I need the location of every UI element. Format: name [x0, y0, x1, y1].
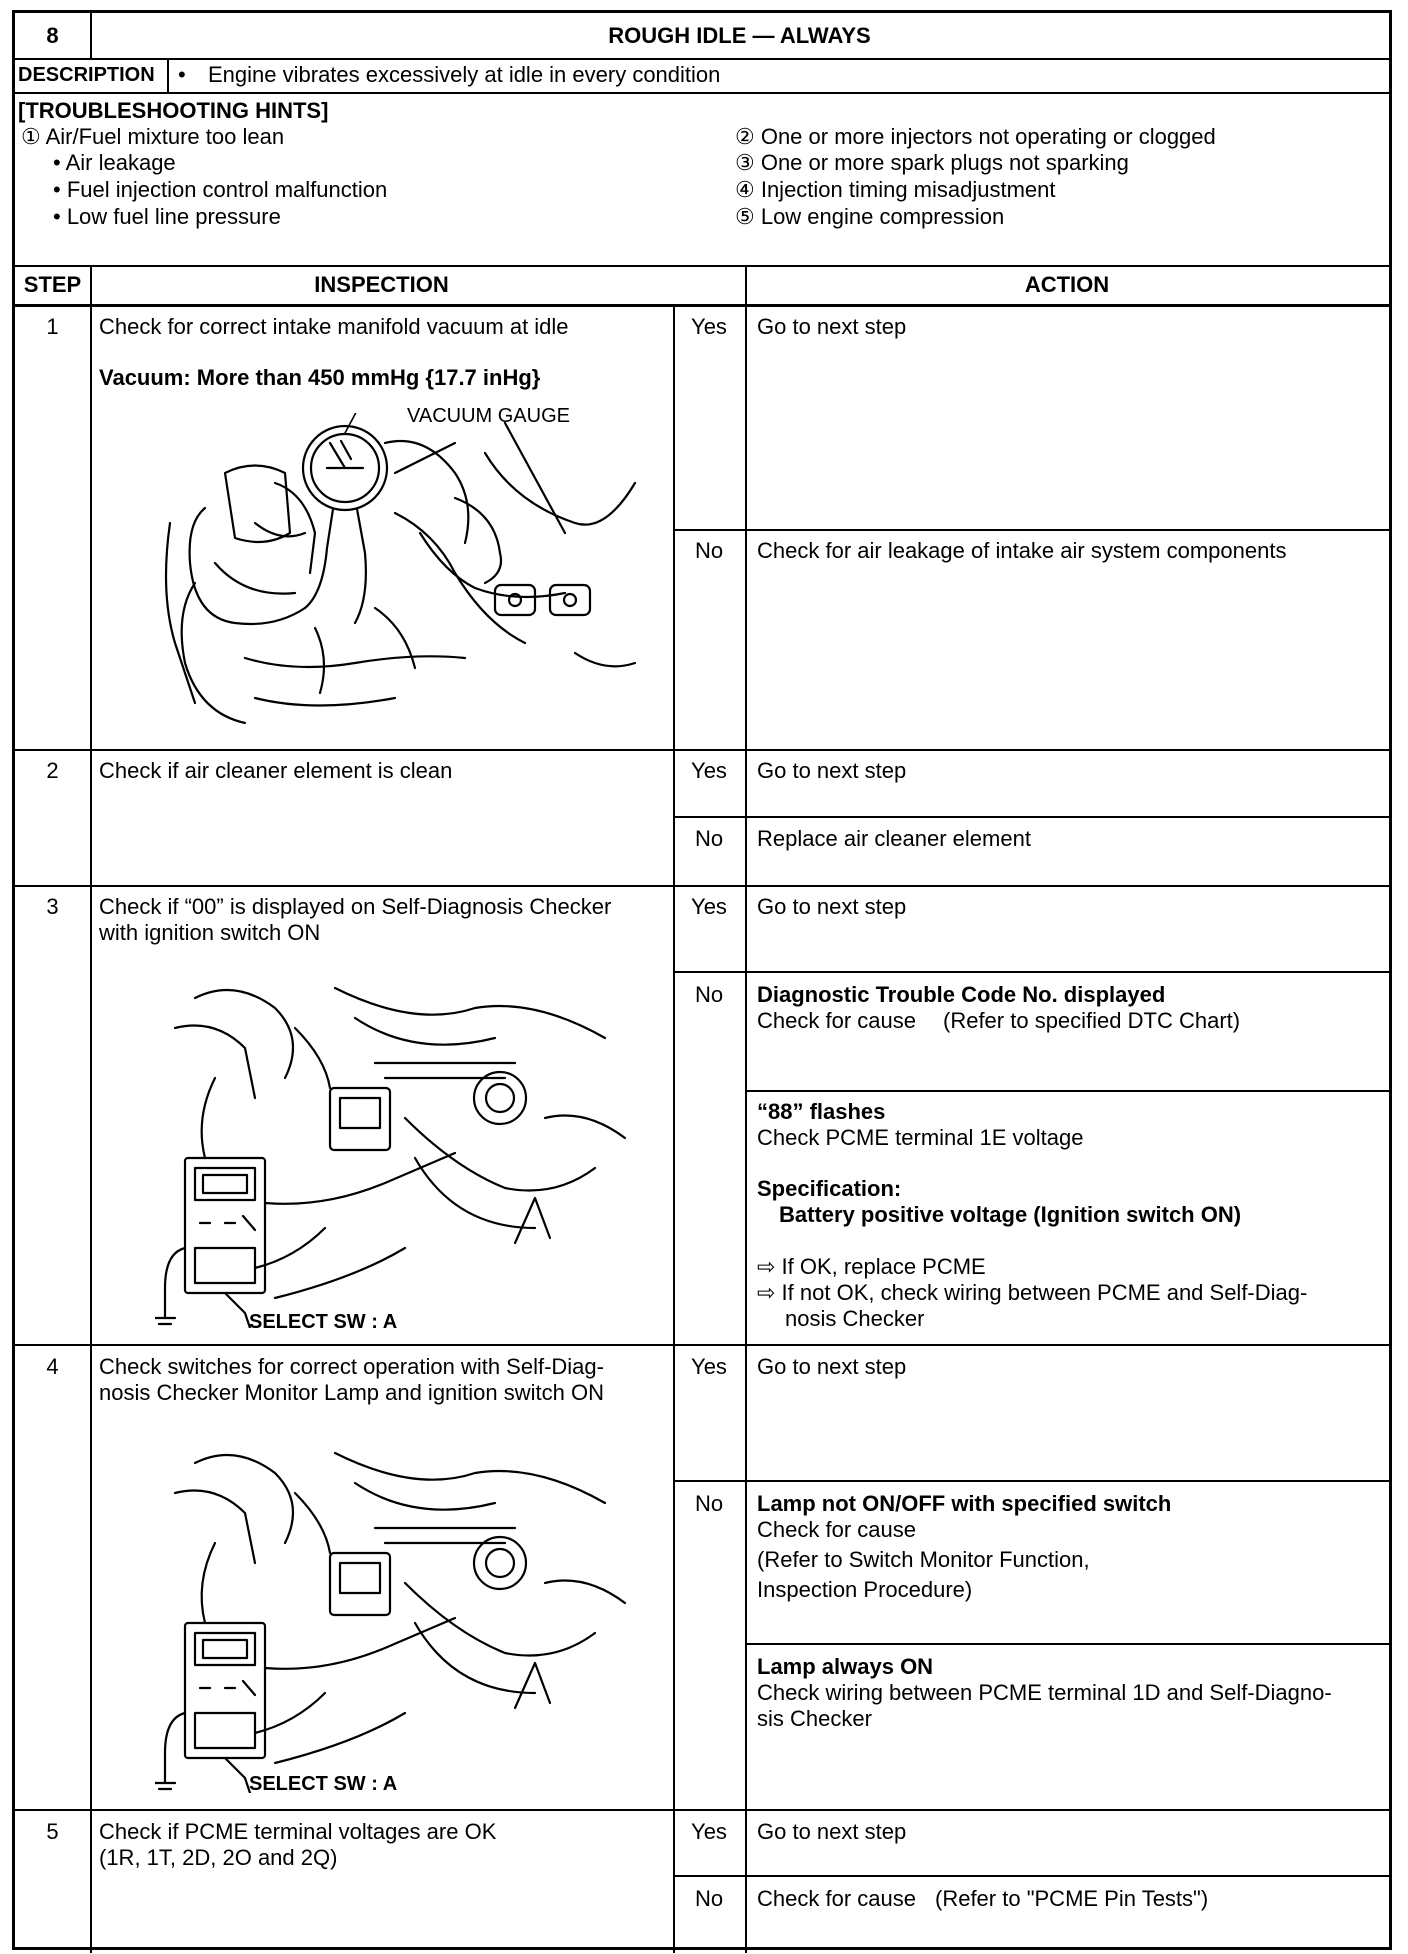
step-3-no-a-lead: Check for cause	[757, 1008, 916, 1033]
step-3-checker-illustration	[155, 968, 655, 1328]
step-3-yes: Yes	[691, 894, 727, 919]
step-2-number: 2	[46, 758, 59, 783]
step-1-inspection: Check for correct intake manifold vacuum at idle	[99, 314, 569, 339]
step-4-no-b-line-2: sis Checker	[757, 1706, 872, 1731]
step-3-no-b-line-1: Check PCME terminal 1E voltage	[757, 1125, 1084, 1150]
step-1-no: No	[694, 538, 724, 563]
step-4-no-a-title: Lamp not ON/OFF with specified switch	[757, 1491, 1172, 1516]
step-3-inspection-line-1: Check if “00” is displayed on Self-Diagnosis Checker	[99, 894, 612, 919]
vacuum-gauge-label: VACUUM GAUGE	[407, 405, 570, 427]
step-1-yes-action: Go to next step	[757, 314, 907, 339]
hints-title: [TROUBLESHOOTING HINTS]	[18, 98, 329, 123]
step-5-yes: Yes	[691, 1819, 727, 1844]
step-4-select-sw-label: SELECT SW : A	[249, 1773, 398, 1795]
step-1-spec: Vacuum: More than 450 mmHg {17.7 inHg}	[99, 365, 541, 390]
procedure-number: 8	[46, 23, 59, 48]
step-4-yes: Yes	[691, 1354, 727, 1379]
troubleshooting-table	[12, 10, 1392, 1950]
hint-left-3: • Fuel injection control malfunction	[53, 177, 388, 202]
description-bullet: •	[178, 62, 186, 87]
step-2-yes-action: Go to next step	[757, 758, 907, 783]
step-3-select-sw-label: SELECT SW : A	[249, 1311, 398, 1333]
step-3-no-a-title: Diagnostic Trouble Code No. displayed	[757, 982, 1166, 1007]
step-4-checker-illustration	[155, 1433, 655, 1793]
page-title: ROUGH IDLE — ALWAYS	[608, 23, 871, 48]
hint-right-2: ③ One or more spark plugs not sparking	[735, 150, 1129, 175]
step-2-no: No	[694, 826, 724, 851]
step-3-yes-action: Go to next step	[757, 894, 907, 919]
step-3-no: No	[694, 982, 724, 1007]
step-4-inspection-line-2: nosis Checker Monitor Lamp and ignition switch ON	[99, 1380, 605, 1405]
step-3-if-not-ok: ⇨ If not OK, check wiring between PCME and Self-Diag-	[757, 1280, 1308, 1305]
step-2-yes: Yes	[691, 758, 727, 783]
column-header-action: ACTION	[1024, 272, 1110, 297]
step-4-inspection-line-1: Check switches for correct operation with Self-Diag-	[99, 1354, 604, 1379]
column-header-step: STEP	[23, 272, 82, 297]
step-4-no-b-title: Lamp always ON	[757, 1654, 934, 1679]
step-5-number: 5	[46, 1819, 59, 1844]
step-2-inspection: Check if air cleaner element is clean	[99, 758, 453, 783]
step-3-spec-title: Specification:	[757, 1176, 902, 1201]
hint-left-4: • Low fuel line pressure	[53, 204, 281, 229]
step-3-no-a-ref: (Refer to specified DTC Chart)	[943, 1008, 1241, 1033]
step-4-number: 4	[46, 1354, 59, 1379]
step-5-yes-action: Go to next step	[757, 1819, 907, 1844]
column-header-inspection: INSPECTION	[314, 272, 449, 297]
step-4-no-a-line-2: (Refer to Switch Monitor Function,	[757, 1547, 1090, 1572]
hint-right-3: ④ Injection timing misadjustment	[735, 177, 1056, 202]
step-3-inspection-line-2: with ignition switch ON	[99, 920, 321, 945]
step-5-inspection-line-2: (1R, 1T, 2D, 2O and 2Q)	[99, 1845, 338, 1870]
vacuum-gauge-illustration	[155, 413, 655, 738]
step-1-number: 1	[46, 314, 59, 339]
step-3-if-ok: ⇨ If OK, replace PCME	[757, 1254, 986, 1279]
step-2-no-action: Replace air cleaner element	[757, 826, 1031, 851]
description-label: DESCRIPTION	[18, 64, 155, 86]
step-1-yes: Yes	[691, 314, 727, 339]
step-3-number: 3	[46, 894, 59, 919]
step-5-inspection-line-1: Check if PCME terminal voltages are OK	[99, 1819, 497, 1844]
hint-left-2: • Air leakage	[53, 150, 176, 175]
step-4-no-a-line-1: Check for cause	[757, 1517, 916, 1542]
step-5-no-ref: (Refer to "PCME Pin Tests")	[935, 1886, 1209, 1911]
hint-right-4: ⑤ Low engine compression	[735, 204, 1005, 229]
description-text: Engine vibrates excessively at idle in every condition	[208, 62, 721, 87]
step-4-yes-action: Go to next step	[757, 1354, 907, 1379]
hint-right-1: ② One or more injectors not operating or clogged	[735, 124, 1216, 149]
step-3-no-b-title: “88” flashes	[757, 1099, 886, 1124]
step-4-no-b-line-1: Check wiring between PCME terminal 1D and Self-Diagno-	[757, 1680, 1332, 1705]
step-4-no-a-line-3: Inspection Procedure)	[757, 1577, 973, 1602]
step-3-if-not-ok-cont: nosis Checker	[785, 1306, 925, 1331]
step-3-spec-value: Battery positive voltage (Ignition switch ON)	[779, 1202, 1242, 1227]
step-5-no-lead: Check for cause	[757, 1886, 916, 1911]
step-4-no: No	[694, 1491, 724, 1516]
step-5-no: No	[694, 1886, 724, 1911]
step-1-no-action: Check for air leakage of intake air system components	[757, 538, 1287, 563]
hint-left-1: ① Air/Fuel mixture too lean	[21, 124, 285, 149]
